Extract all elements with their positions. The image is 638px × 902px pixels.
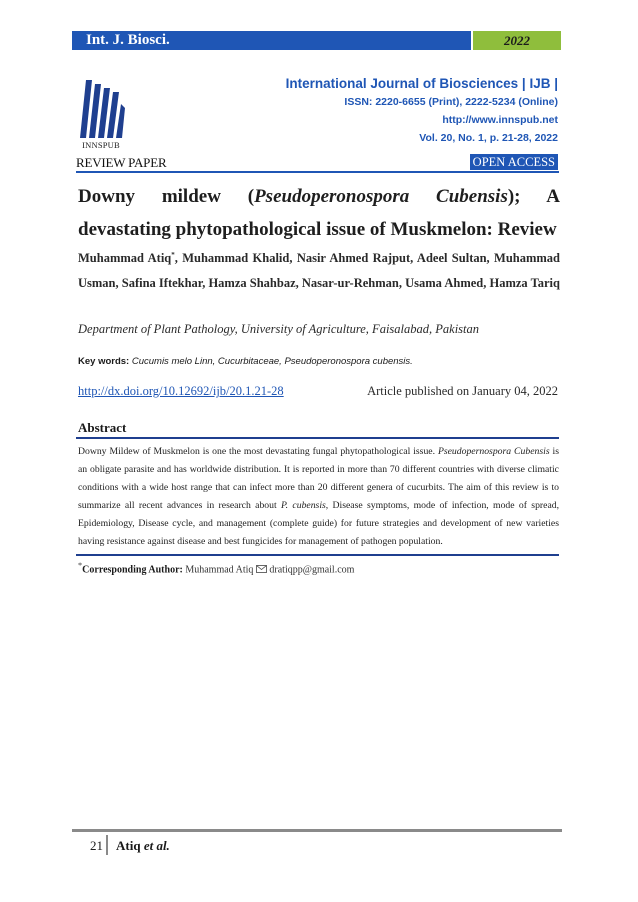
envelope-icon (256, 565, 267, 573)
abstract-text-1: Downy Mildew of Muskmelon is one the most devastating fungal phytopathological issue. (78, 446, 438, 457)
footer-divider (106, 835, 108, 855)
abstract-text-2: is an obligate parasite and has worldwide distribution. It is reported in more than 70 different countries with diverse climatic conditions with a wide host range that can infect more than 20 different genera of cucurbits. The aim of this review is to summarize all recent advances in research about (78, 446, 559, 511)
title-part-2: ); A devastating phytopathological issue of Muskmelon: Review (78, 186, 560, 240)
journal-header-band (72, 31, 561, 50)
innspub-logo (76, 74, 126, 152)
author-list (78, 243, 560, 296)
keywords-text: Cucumis melo Linn, Cucurbitaceae, Pseudoperonospora cubensis. (131, 356, 413, 367)
page-number: 21 (90, 838, 103, 853)
footer-author (116, 838, 170, 854)
journal-full-title: International Journal of Biosciences | IJB | (285, 76, 558, 91)
doi-link[interactable]: http://dx.doi.org/10.12692/ijb/20.1.21-28 (78, 384, 284, 398)
abstract-body (78, 443, 559, 551)
publication-date: Article published on January 04, 2022 (367, 384, 558, 398)
author-first: Muhammad Atiq (78, 251, 172, 266)
footer-et-al: et al. (143, 838, 170, 853)
corresponding-email-link[interactable]: dratiqpp@gmail.com (269, 564, 355, 576)
corresponding-name: Muhammad Atiq (185, 564, 254, 576)
corresponding-star: * (78, 561, 83, 570)
keywords-label: Key words: (78, 356, 130, 367)
footer-rule (72, 829, 562, 832)
abstract-species-2: P. cubensis (281, 500, 326, 511)
journal-issn: ISSN: 2220-6655 (Print), 2222-5234 (Online) (344, 96, 558, 108)
corresponding-marker: * (171, 251, 175, 259)
keywords-line (78, 356, 413, 367)
abstract-text-3: , Disease symptoms, mode of infection, mode of spread, Epidemiology, Disease cycle, and management (complete guide) for future strategies and development of new varieties having resistance against disease and best fungicides for management of pathogen population. (78, 500, 560, 547)
affiliation: Department of Plant Pathology, University of Agriculture, Faisalabad, Pakistan (78, 322, 480, 336)
abstract-species-1: Pseudopernospora Cubensis (437, 446, 550, 457)
title-species: Pseudoperonospora Cubensis (254, 186, 508, 207)
open-access-badge: OPEN ACCESS (470, 154, 558, 170)
corresponding-author (78, 561, 354, 575)
header-divider (76, 171, 559, 173)
innspub-logo-icon (76, 74, 126, 140)
authors-rest: , Muhammad Khalid, Nasir Ahmed Rajput, Adeel Sultan, Muhammad Usman, Safina Iftekhar, Hamza Shahbaz, Nasar-ur-Rehman, Usama Ahmed, Hamza Tariq (78, 251, 560, 291)
abstract-top-rule (76, 437, 559, 439)
abstract-heading: Abstract (78, 420, 127, 435)
logo-wordmark: INNSPUB (82, 140, 120, 150)
corresponding-label: Corresponding Author: (82, 564, 183, 576)
abstract-bottom-rule (76, 554, 559, 556)
article-type-label: REVIEW PAPER (76, 155, 167, 170)
title-part-1: Downy mildew ( (78, 186, 255, 207)
article-title (78, 180, 560, 246)
journal-year: 2022 (473, 31, 561, 50)
journal-url-link[interactable]: http://www.innspub.net (442, 114, 558, 126)
journal-short-title: Int. J. Biosci. (72, 31, 471, 50)
footer-author-name: Atiq (116, 838, 144, 853)
journal-volume: Vol. 20, No. 1, p. 21-28, 2022 (419, 132, 558, 144)
